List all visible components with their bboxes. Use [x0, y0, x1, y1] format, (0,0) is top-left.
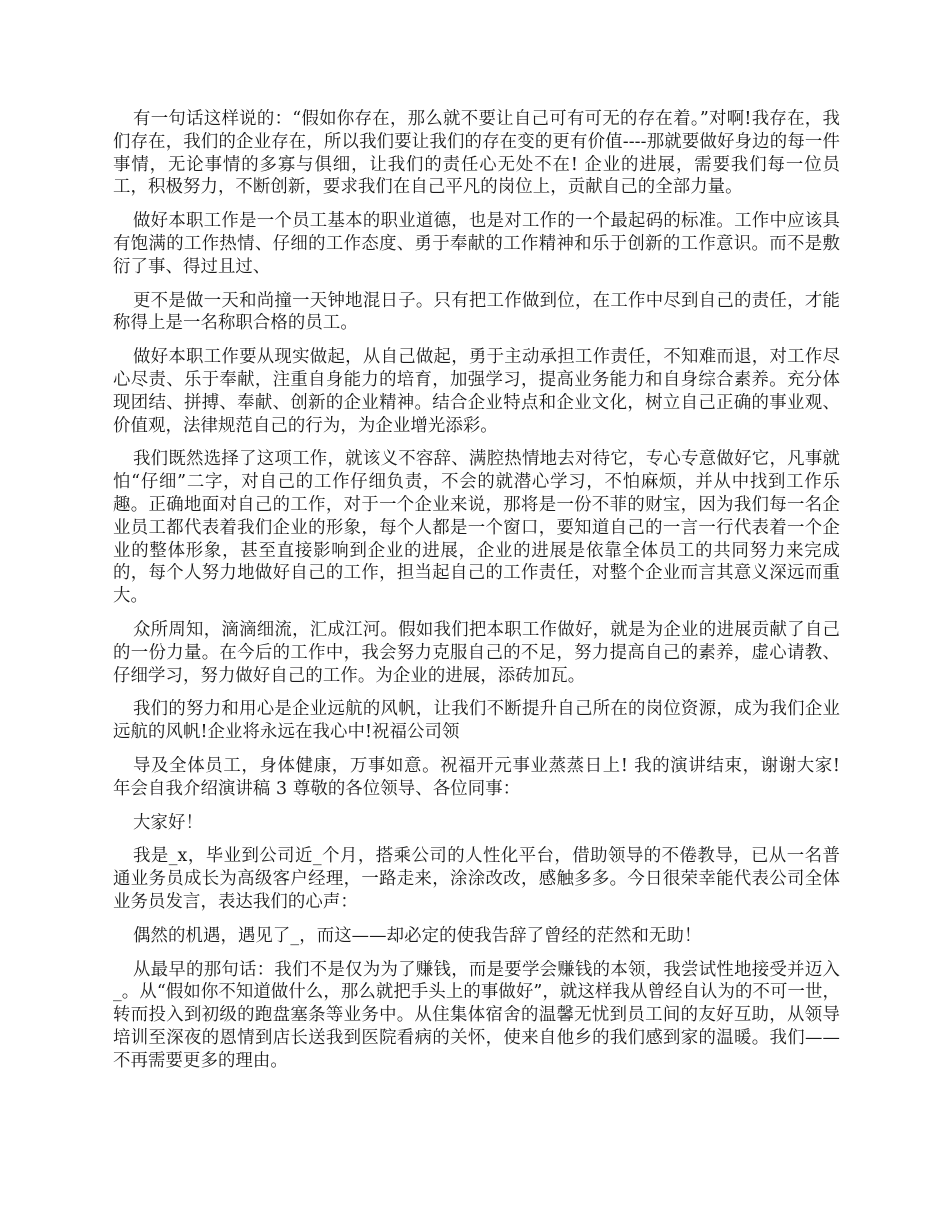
paragraph-5: 我们既然选择了这项工作，就该义不容辞、满腔热情地去对待它，专心专意做好它，凡事就怕“仔细”二字，对自己的工作仔细负责，不会的就潜心学习，不怕麻烦，并从中找到工作乐趣。正确地面对自己的工作，对于一个企业来说，那将是一份不菲的财宝，因为我们每一名企业员工都代表着我们企业的形象，每个人都是一个窗口，要知道自己的一言一行代表着一个企业的整体形象，甚至直接影响到企业的进展，企业的进展是依靠全体员工的共同努力来完成的，每个人努力地做好自己的工作，担当起自己的工作责任，对整个企业而言其意义深远而重大。	[113, 449, 840, 607]
paragraph-11: 偶然的机遇，遇见了_，而这——却必定的使我告辞了曾经的茫然和无助！	[133, 925, 702, 946]
paragraph-10: 我是_x，毕业到公司近_个月，搭乘公司的人性化平台，借助领导的不倦教导，已从一名普通业务员成长为高级客户经理，一路走来，涂涂改改，感触多多。今日很荣幸能代表公司全体业务员发言，表达我们的心声：	[113, 846, 840, 912]
paragraph-8: 导及全体员工，身体健康，万事如意。祝福开元事业蒸蒸日上! 我的演讲结束，谢谢大家! 年会自我介绍演讲稿 3 尊敬的各位领导、各位同事：	[113, 755, 840, 799]
paragraph-9: 大家好！	[133, 812, 203, 833]
paragraph-2: 做好本职工作是一个员工基本的职业道德，也是对工作的一个最起码的标准。工作中应该具有饱满的工作热情、仔细的工作态度、勇于奉献的工作精神和乐于创新的工作意识。而不是敷衍了事、得过且过、	[113, 211, 840, 277]
paragraph-4: 做好本职工作要从现实做起，从自己做起，勇于主动承担工作责任，不知难而退，对工作尽心尽责、乐于奉献，注重自身能力的培育，加强学习，提高业务能力和自身综合素养。充分体现团结、拼搏、奉献、创新的企业精神。结合企业特点和企业文化，树立自己正确的事业观、价值观，法律规范自己的行为，为企业增光添彩。	[113, 347, 840, 436]
paragraph-6: 众所周知，滴滴细流，汇成江河。假如我们把本职工作做好，就是为企业的进展贡献了自己的一份力量。在今后的工作中，我会努力克服自己的不足，努力提高自己的素养，虚心请教、仔细学习，努力做好自己的工作。为企业的进展，添砖加瓦。	[113, 619, 840, 686]
paragraph-12: 从最早的那句话：我们不是仅为为了赚钱，而是要学会赚钱的本领，我尝试性地接受并迈入_。从“假如你不知道做什么，那么就把手头上的事做好”，就这样我从曾经自认为的不可一世，转而投入到初级的跑盘塞条等业务中。从住集体宿舍的温馨无忧到员工间的友好互助，从领导培训至深夜的恩情到店长送我到医院看病的关怀，使来自他乡的我们感到家的温暖。我们——不再需要更多的理由。	[113, 959, 840, 1071]
paragraph-1: 有一句话这样说的：“假如你存在，那么就不要让自己可有可无的存在着。”对啊!我存在，我们存在，我们的企业存在，所以我们要让我们的存在变的更有价值----那就要做好身边的每一件事情，无论事情的多寡与俱细，让我们的责任心无处不在! 企业的进展，需要我们每一位员工，积极努力，不断创新，要求我们在自己平凡的岗位上，贡献自己的全部力量。	[113, 109, 840, 198]
paragraph-3: 更不是做一天和尚撞一天钟地混日子。只有把工作做到位，在工作中尽到自己的责任，才能称得上是一名称职合格的员工。	[113, 290, 840, 334]
paragraph-7: 我们的努力和用心是企业远航的风帆，让我们不断提升自己所在的岗位资源，成为我们企业远航的风帆!企业将永远在我心中!祝福公司领	[113, 699, 840, 743]
document-body	[113, 108, 840, 1083]
